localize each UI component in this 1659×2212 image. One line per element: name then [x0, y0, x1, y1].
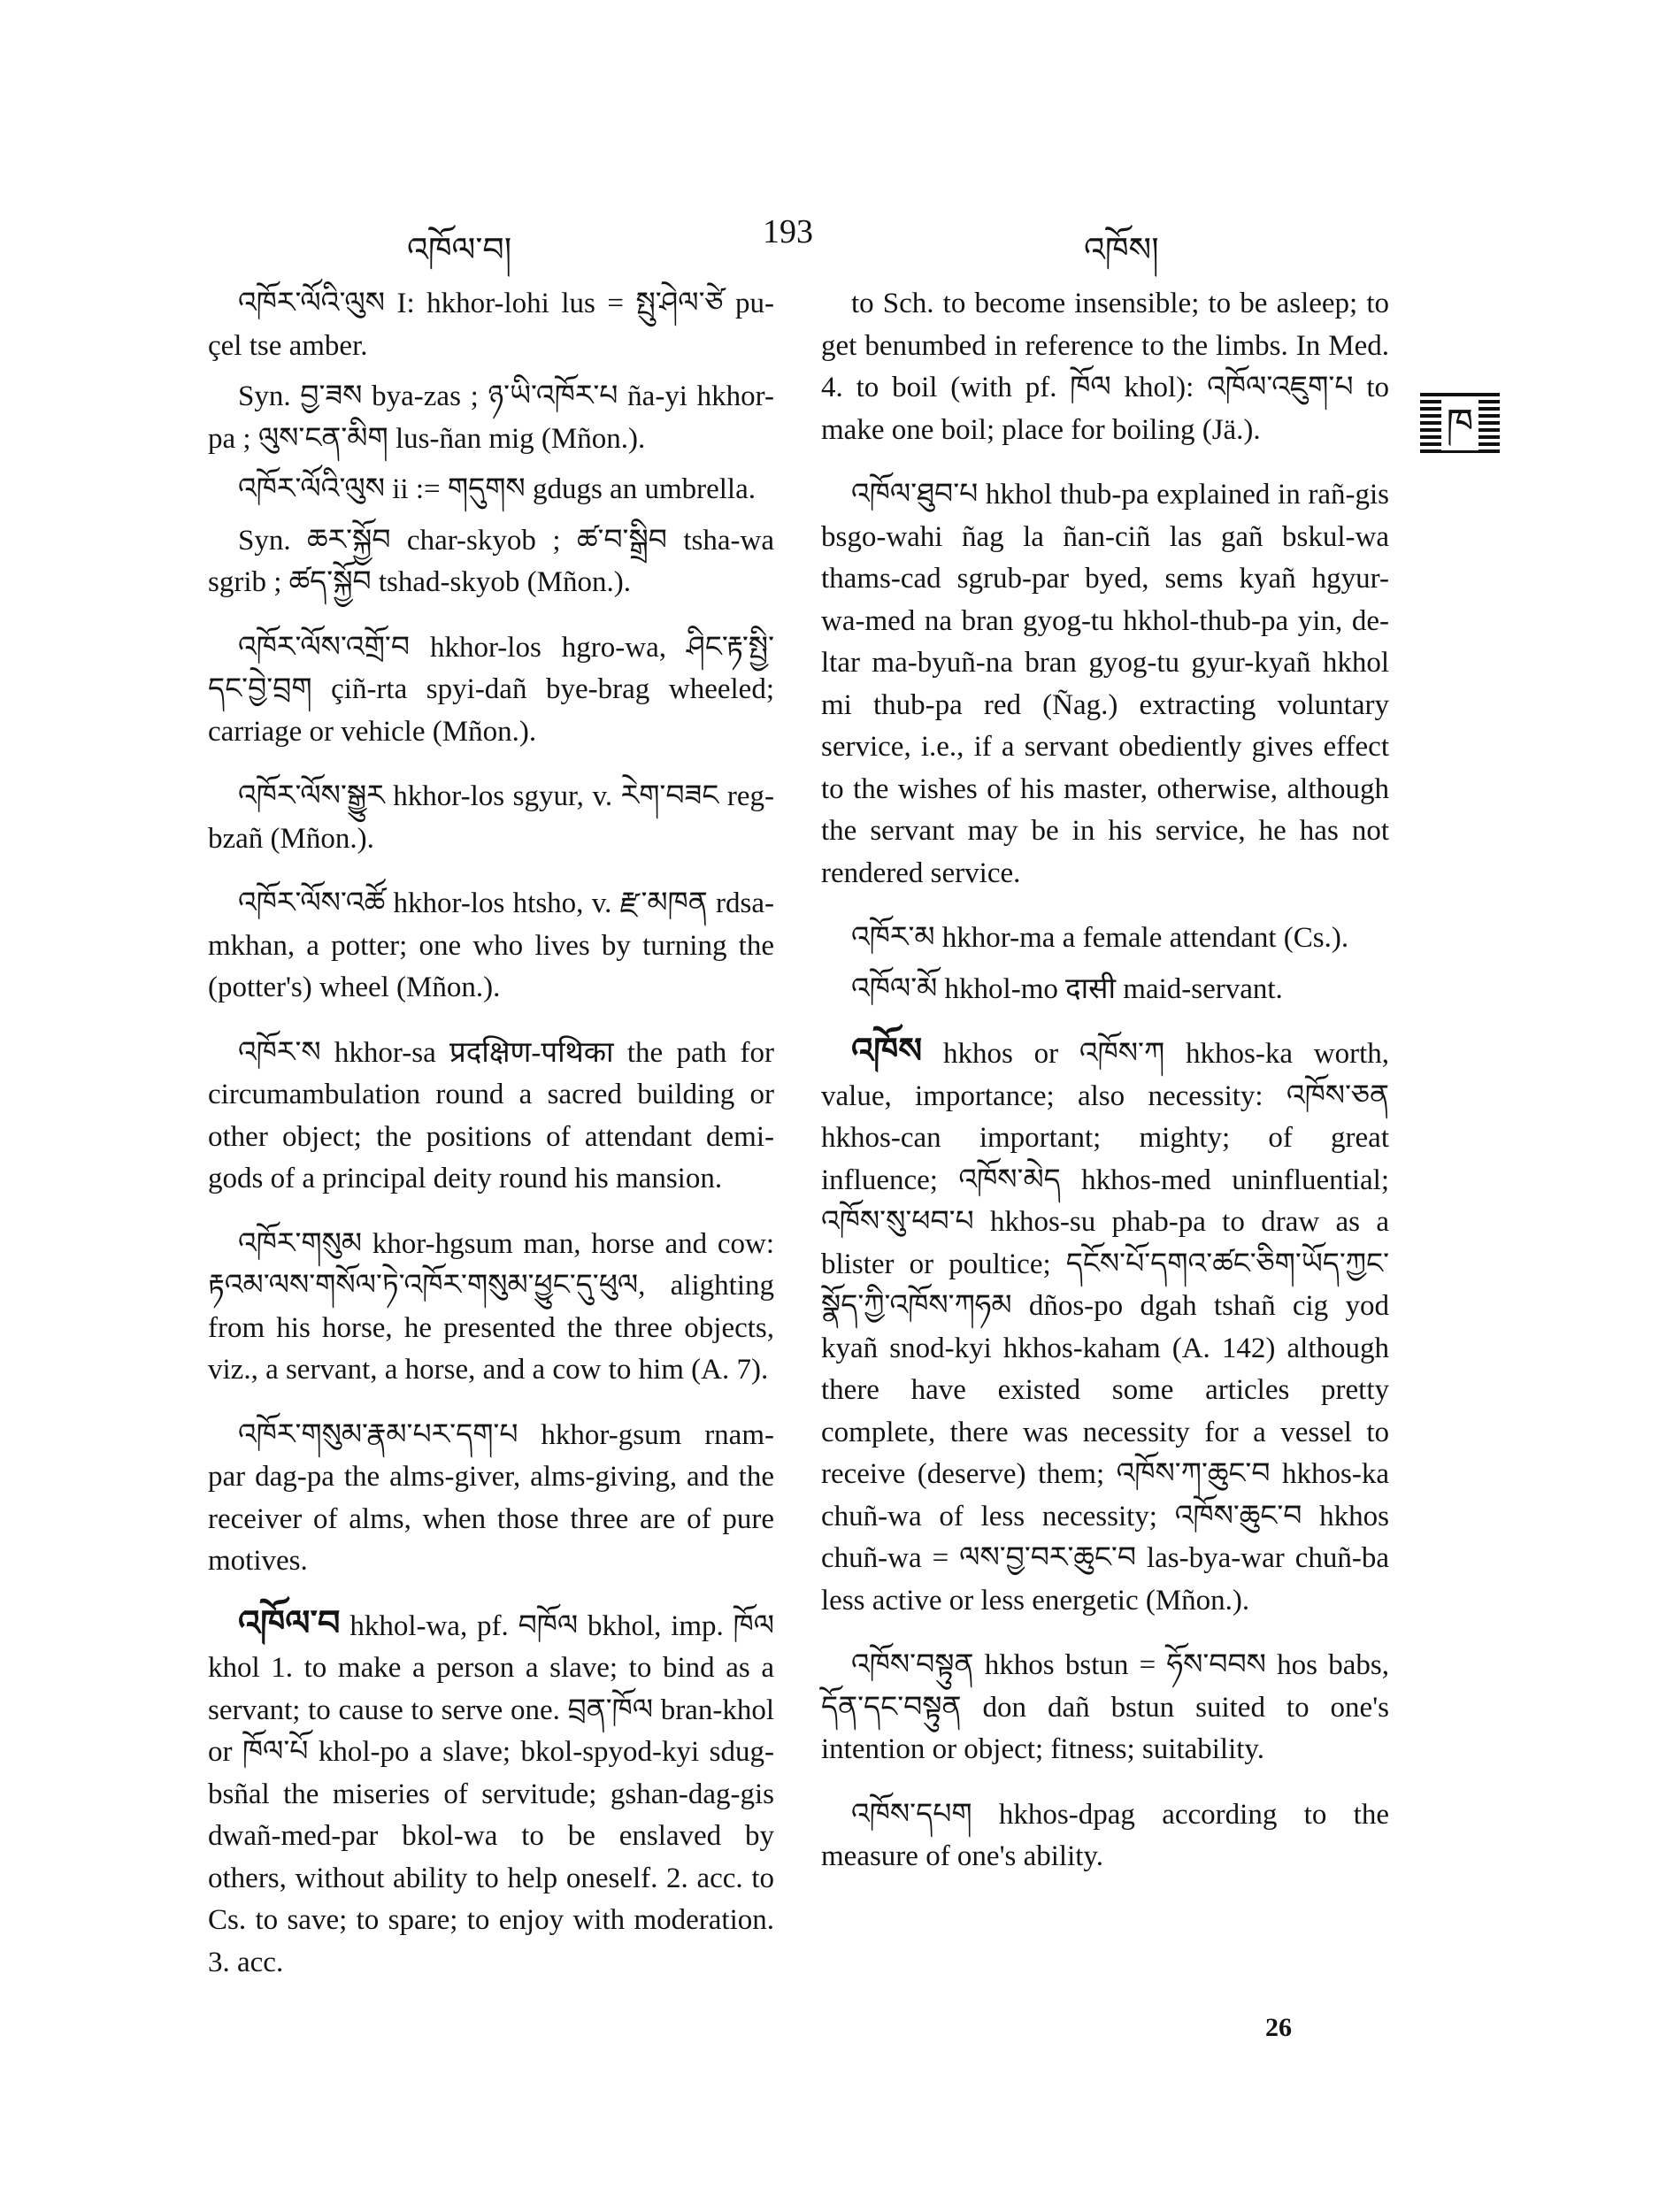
- running-header: [0, 212, 1659, 269]
- entry-syn-1: Syn. བྱ་ཟས bya-zas ; ཉ་ཡི་འཁོར་པ ña-yi hkhor-pa ; ལུས་ངན་མིག lus-ñan mig (Mñon.).: [208, 380, 774, 455]
- entry-hkhor-los-sgyur: འཁོར་ལོས་སྒྱུར hkhor-los sgyur, v. རེག་བཟང reg-bzañ (Mñon.).: [208, 780, 774, 855]
- entry-hkhor-ma: འཁོར་མ hkhor-ma a female attendant (Cs.).: [851, 922, 1349, 954]
- thumb-index-tab: [1420, 393, 1500, 455]
- right-column: [821, 283, 1389, 1887]
- entry-khor-hgsum: འཁོར་གསུམ khor-hgsum man, horse and cow: རྟའམ་ལས་གསོལ་ཏེ་འཁོར་གསུམ་ཕྱུང་དུ་ཕུལ, alighting from his horse, he presented the three objects, viz., a servant, a horse, and a cow to him (A. 7).: [208, 1227, 774, 1386]
- page-number: 193: [763, 213, 813, 250]
- entry-hkhor-los-hgro-wa: འཁོར་ལོས་འགྲོ་བ hkhor-los hgro-wa, ཤིང་རྟ་སྤྱི་དང་བྱེ་བྲག çiñ-rta spyi-dañ bye-brag wheeled; carriage or vehicle (Mñon.).: [208, 631, 774, 748]
- entry-hkhol-wa-body: hkhol-wa, pf. བཁོལ bkhol, imp. ཁོལ khol 1. to make a person a slave; to bind as a servant; to cause to serve one. བྲན་ཁོལ bran-khol or ཁོལ་པོ khol-po a slave; bkol-spyod-kyi sdug-bsñal the miseries of servitude; gshan-dag-gis dwañ-med-par bkol-wa to be enslaved by others, without ability to help oneself. 2. acc. to Cs. to save; to spare; to enjoy with moderation. 3. acc.: [208, 1609, 774, 1978]
- entry-hkhos-dpag: འཁོས་དཔག hkhos-dpag according to the measure of one's ability.: [821, 1798, 1389, 1872]
- entry-hkhos-bstun: འཁོས་བསྟུན hkhos bstun = ཧོས་བབས hos babs, དོན་དང་བསྟུན don dañ bstun suited to one's intention or object; fitness; suitability.: [821, 1649, 1389, 1765]
- thumb-index-letter: ཁ: [1441, 397, 1479, 450]
- signature-mark: 26: [1265, 2013, 1292, 2042]
- entry-hkhol-thub-pa: འཁོལ་ཐུབ་པ hkhol thub-pa explained in rañ-gis bsgo-wahi ñag la ñan-ciñ las gañ bskul-wa thams-cad sgrub-par byed, sems kyañ hgyur-wa-med na bran gyog-tu hkhol-thub-pa yin, de-ltar ma-byuñ-na bran gyog-tu gyur-kyañ hkhol mi thub-pa red (Ñag.) extracting voluntary service, i.e., if a servant obediently gives effect to the wishes of his master, otherwise, although the servant may be in his service, he has not rendered service.: [821, 479, 1389, 889]
- headword-hkhol-wa: འཁོལ་བ: [238, 1602, 341, 1643]
- entry-hkhol-wa: [208, 1602, 774, 1985]
- left-column: [208, 283, 774, 1993]
- entry-hkhos-body: hkhos or འཁོས་ཀ hkhos-ka worth, value, importance; also necessity: འཁོས་ཅན hkhos-can important; mighty; of great influence; འཁོས་མེད hkhos-med uninfluential; འཁོས་སུ་ཕབ་པ hkhos-su phab-pa to draw as a blister or poultice; དངོས་པོ་དགའ་ཚང་ཅིག་ཡོད་ཀྱང་སྣོད་ཀྱི་འཁོས་ཀཧམ dños-po dgah tshañ cig yod kyañ snod-kyi hkhos-kaham (A. 142) although there have existed some articles pretty complete, there was necessity for a vessel to receive (deserve) them; འཁོས་ཀ་ཆུང་བ hkhos-ka chuñ-wa of less necessity; འཁོས་ཆུང་བ hkhos chuñ-wa = ལས་བྱ་བར་ཆུང་བ las-bya-war chuñ-ba less active or less energetic (Mñon.).: [821, 1038, 1389, 1617]
- headword-hkhos: འཁོས: [851, 1031, 923, 1071]
- entry-hkhor-lohi-lus-2: འཁོར་ལོའི་ལུས ii := གདུགས gdugs an umbrella.: [238, 473, 756, 505]
- entry-hkhor-sa: འཁོར་ས hkhor-sa प्रदक्षिण-पथिका the path for circumambulation round a sacred building or other object; the positions of attendant demi-gods of a principal deity round his mansion.: [208, 1036, 774, 1194]
- entry-hkhor-lohi-lus-1: འཁོར་ལོའི་ལུས I: hkhor-lohi lus = སྤུ་ཤེལ་ཙེ pu-çel tse amber.: [208, 288, 774, 362]
- entry-syn-2: Syn. ཆར་སྐྱོབ char-skyob ; ཚ་བ་སྒྲིབ tsha-wa sgrib ; ཚད་སྐྱོབ tshad-skyob (Mñon.).: [208, 524, 774, 598]
- entry-hkhor-gsum-rnam-par: འཁོར་གསུམ་རྣམ་པར་དག་པ hkhor-gsum rnam-par dag-pa the alms-giver, alms-giving, and the receiver of alms, when those three are of pure motives.: [208, 1418, 774, 1577]
- entry-continuation: to Sch. to become insensible; to be asleep; to get benumbed in reference to the limbs. In Med. 4. to boil (with pf. ཁོལ khol): འཁོལ་འཇུག་པ to make one boil; place for boiling (Jä.).: [821, 288, 1389, 446]
- header-right-word: འཁོས།: [1084, 232, 1159, 269]
- entry-hkhol-mo: འཁོལ་མོ hkhol-mo दासी maid-servant.: [851, 972, 1283, 1005]
- entry-hkhor-los-htsho: འཁོར་ལོས་འཚོ hkhor-los htsho, v. རྫ་མཁན rdsa-mkhan, a potter; one who lives by turning the (potter's) wheel (Mñon.).: [208, 887, 774, 1003]
- entry-hkhos: [821, 1030, 1389, 1622]
- header-left-word: འཁོལ་བ།: [407, 232, 512, 269]
